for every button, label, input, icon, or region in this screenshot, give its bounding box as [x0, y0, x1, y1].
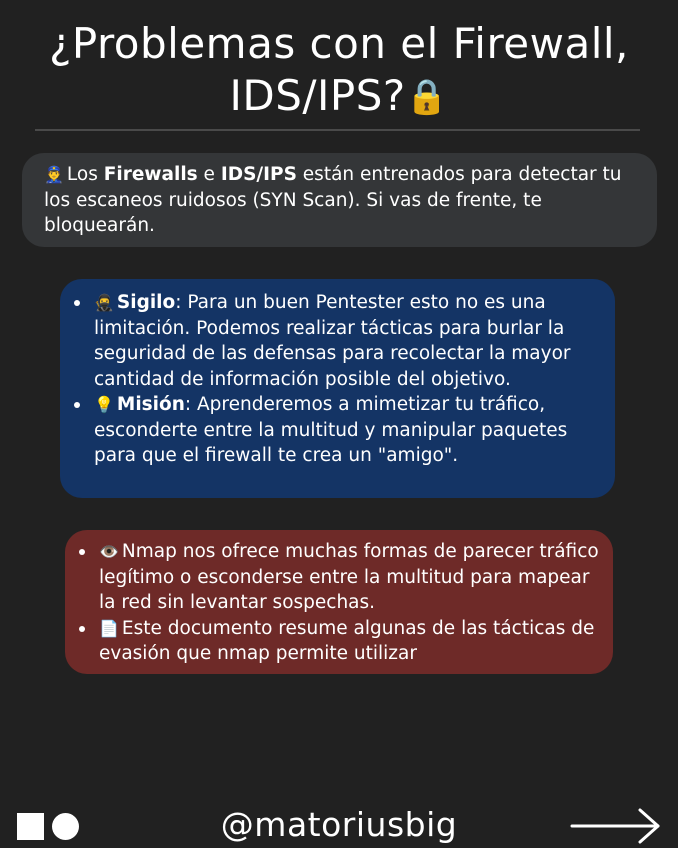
bullet-dot	[74, 300, 80, 306]
mision-label: Misión	[116, 394, 185, 415]
ninja-icon: 🥷	[94, 293, 114, 312]
eye-icon: 👁️	[99, 542, 119, 561]
intro-ids-ips: IDS/IPS	[220, 164, 297, 185]
intro-text-3: están entrenados para detectar tu los escaneos ruidosos (SYN Scan). Si vas de frente, te bloquearán.	[44, 164, 622, 236]
list-item-mision	[72, 392, 605, 469]
documento-text: Este documento resume algunas de las tácticas de evasión que nmap permite utilizar	[99, 617, 595, 664]
bullet-dot	[79, 626, 85, 632]
next-arrow-icon[interactable]	[570, 806, 662, 846]
red-card	[65, 530, 613, 674]
title-line-2-text: IDS/IPS?	[229, 71, 406, 120]
page-title	[0, 18, 678, 123]
intro-text-1: Los	[66, 164, 104, 185]
red-card-list	[77, 539, 603, 667]
intro-card	[22, 153, 657, 247]
title-line-1: ¿Problemas con el Firewall,	[49, 19, 629, 68]
intro-text-2: e	[197, 164, 221, 185]
nmap-text: Nmap nos ofrece muchas formas de parecer tráfico legítimo o esconderse entre la multitud para mapear la red sin levantar sospechas.	[99, 541, 599, 613]
document-icon: 📄	[99, 618, 119, 638]
sigilo-label: Sigilo	[116, 292, 176, 313]
bullet-dot	[74, 402, 80, 408]
intro-firewalls: Firewalls	[103, 164, 198, 185]
bullet-dot	[79, 549, 85, 555]
police-officer-icon: 👮‍♂️	[44, 165, 64, 184]
author-handle: @matoriusbig	[220, 805, 458, 844]
title-line-2	[0, 70, 678, 123]
blue-card-list	[72, 290, 605, 469]
light-bulb-icon: 💡	[94, 395, 114, 414]
mision-text: : Aprenderemos a mimetizar tu tráfico, esconderte entre la multitud y manipular paquetes para que el firewall te crea un "amigo".	[94, 394, 568, 466]
list-item-documento	[77, 616, 603, 667]
title-divider	[35, 129, 640, 131]
list-item-nmap	[77, 539, 603, 616]
list-item-sigilo	[72, 290, 605, 392]
sigilo-text: : Para un buen Pentester esto no es una limitación. Podemos realizar tácticas para burlar la seguridad de las defensas para recolectar la mayor cantidad de información posible del objetivo.	[94, 292, 571, 390]
lock-icon: 🔒	[405, 77, 449, 117]
blue-card	[60, 279, 615, 498]
